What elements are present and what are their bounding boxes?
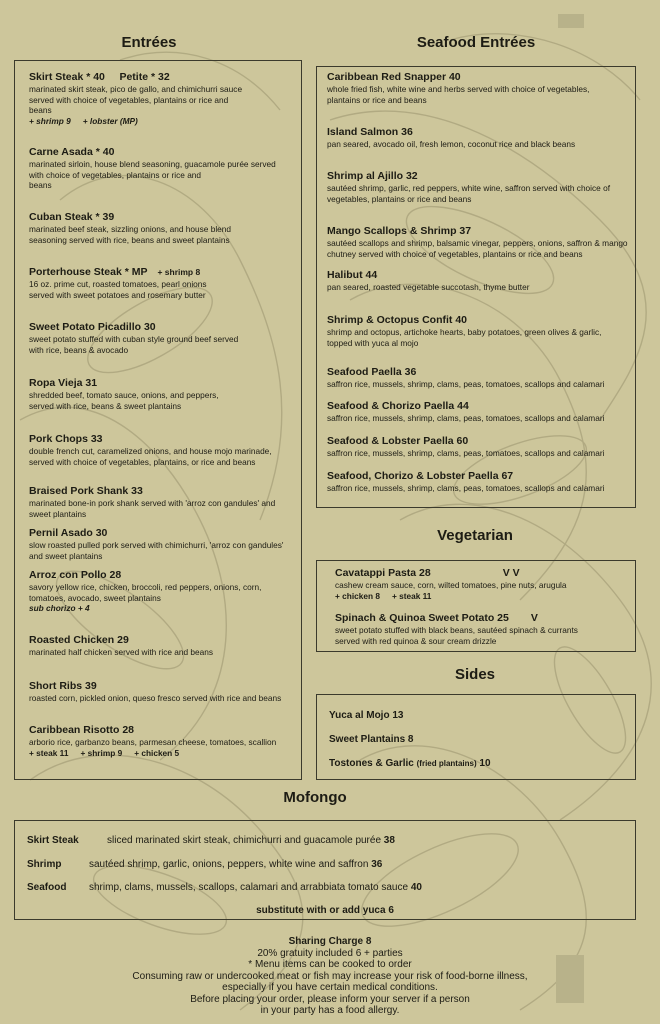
vegetarian-item	[335, 567, 567, 602]
entree-name: Skirt Steak * 40 Petite * 32	[29, 71, 170, 83]
seafood-desc: shrimp and octopus, artichoke hearts, baby potatoes, green olives & garlic, topped with yuca al mojo	[327, 327, 602, 348]
vegetarian-name-text: Spinach & Quinoa Sweet Potato 25	[335, 612, 509, 624]
side-item: Yuca al Mojo 13	[329, 710, 404, 721]
entree-name: Ropa Vieja 31	[29, 377, 98, 389]
mofongo-desc: sautéed shrimp, garlic, onions, peppers, white wine and saffron	[89, 859, 369, 870]
vegetarian-desc: cashew cream sauce, corn, wilted tomatoes, pine nuts, arugula	[335, 580, 567, 590]
side-name: Tostones & Garlic	[329, 758, 414, 769]
mofongo-substitute: substitute with or add yuca 6	[256, 905, 394, 916]
entree-desc: arborio rice, garbanzo beans, parmesan cheese, tomatoes, scallion	[29, 737, 277, 747]
entree-desc: marinated bone-in pork shank served with 'arroz con gandules' and sweet plantains	[29, 498, 276, 519]
vegetarian-name	[335, 567, 567, 580]
extra-chicken: + chicken 5	[134, 747, 180, 758]
seafood-name: Seafood Paella 36	[327, 366, 417, 378]
entree-item	[29, 321, 238, 355]
mofongo-desc: sliced marinated skirt steak, chimichurri and guacamole purée	[107, 835, 382, 846]
entree-desc: savory yellow rice, chicken, broccoli, red peppers, onions, corn, tomatoes, avocado, sweet plantains	[29, 582, 262, 603]
seafood-item	[327, 269, 529, 293]
mofongo-price: 40	[410, 882, 422, 893]
entree-item	[29, 433, 272, 467]
seafood-item	[327, 170, 610, 204]
entree-desc: marinated sirloin, house blend seasoning, guacamole purée served with choice of vegetables, plantains or rice and beans	[29, 159, 276, 190]
entree-name: Sweet Potato Picadillo 30	[29, 321, 156, 333]
entree-desc: 16 oz. prime cut, roasted tomatoes, pearl onions served with sweet potatoes and rosemary butter	[29, 279, 207, 300]
extra-lobster: + lobster (MP)	[82, 115, 138, 126]
raw-warning-1: Consuming raw or undercooked meat or fish may increase your risk of food-borne illness,	[132, 970, 528, 982]
entree-extras	[29, 748, 276, 759]
entree-sub: + shrimp 8	[157, 267, 201, 277]
seafood-desc: saffron rice, mussels, shrimp, clams, peas, tomatoes, scallops and calamari	[327, 379, 605, 389]
vegan-mark: V V	[502, 567, 520, 579]
mofongo-heading: Mofongo	[283, 789, 347, 806]
entrees-heading: Entrées	[121, 34, 177, 51]
allergy-note-2: in your party has a food allergy.	[260, 1005, 400, 1016]
seafood-name: Island Salmon 36	[327, 126, 413, 138]
seafood-desc: sautéed shrimp, garlic, red peppers, white wine, saffron served with choice of vegetables, plantains or rice and beans	[327, 183, 611, 204]
vegetarian-desc: sweet potato stuffed with black beans, sautéed spinach & currants served with red quinoa & sour cream drizzle	[335, 625, 578, 646]
extra-shrimp: + shrimp 9	[80, 747, 123, 758]
entree-item	[29, 377, 219, 411]
seafood-item	[327, 366, 604, 390]
seafood-desc: whole fried fish, white wine and herbs served with choice of vegetables, plantains or rice and beans	[327, 84, 590, 105]
cooked-note: * Menu items can be cooked to order	[248, 959, 412, 970]
sides-box	[316, 694, 636, 780]
vegetarian-heading: Vegetarian	[437, 527, 513, 544]
side-item: Sweet Plantains 8	[329, 734, 414, 745]
side-price: 10	[479, 758, 491, 769]
side-item	[329, 758, 491, 769]
extra-chicken: + chicken 8	[335, 590, 380, 601]
mofongo-item	[27, 882, 422, 893]
seafood-name: Caribbean Red Snapper 40	[327, 71, 461, 83]
vegetarian-name-text: Cavatappi Pasta 28	[335, 567, 431, 579]
extra-chorizo: sub chorizo + 4	[29, 603, 90, 613]
seafood-item	[327, 225, 628, 259]
seafood-desc: pan seared, roasted vegetable succotash, thyme butter	[327, 282, 530, 292]
sides-heading: Sides	[454, 666, 496, 683]
extra-steak: + steak 11	[391, 590, 432, 601]
entree-item	[29, 527, 284, 561]
allergy-note-1: Before placing your order, please inform your server if a person	[190, 993, 470, 1005]
entree-item	[29, 211, 231, 245]
seafood-desc: sautéed scallops and shrimp, balsamic vinegar, peppers, onions, saffron & mango chutney served with choice of vegetables, plantains or rice and beans	[327, 238, 628, 259]
entree-name: Arroz con Pollo 28	[29, 569, 122, 581]
entree-name: Short Ribs 39	[29, 680, 97, 692]
entree-desc: double french cut, caramelized onions, and house mojo marinade, served with choice of vegetables, plantains, or rice and beans	[29, 446, 272, 467]
seafood-item	[327, 435, 604, 459]
seafood-item	[327, 400, 604, 424]
entree-name: Roasted Chicken 29	[29, 634, 129, 646]
seafood-name: Shrimp al Ajillo 32	[327, 170, 418, 182]
entree-desc: slow roasted pulled pork served with chimichurri, 'arroz con gandules' and sweet plantains	[29, 540, 284, 561]
seafood-heading: Seafood Entrées	[416, 34, 536, 51]
entree-name: Pernil Asado 30	[29, 527, 108, 539]
seafood-name: Seafood & Lobster Paella 60	[327, 435, 469, 447]
seafood-box	[316, 66, 636, 508]
entree-item	[29, 724, 276, 759]
entree-desc: sweet potato stuffed with cuban style ground beef served with rice, beans & avocado	[29, 334, 239, 355]
seafood-name: Seafood, Chorizo & Lobster Paella 67	[327, 470, 514, 482]
seafood-item	[327, 470, 604, 494]
entree-item	[29, 569, 261, 614]
mofongo-box	[14, 820, 636, 920]
vegetarian-box	[316, 560, 636, 652]
entree-item	[29, 634, 213, 658]
seafood-item	[327, 126, 575, 150]
extra-steak: + steak 11	[29, 747, 69, 758]
entree-item	[29, 71, 242, 127]
entree-item	[29, 146, 276, 191]
mofongo-name: Skirt Steak	[27, 835, 79, 846]
entree-name: Cuban Steak * 39	[29, 211, 115, 223]
seafood-name: Halibut 44	[327, 269, 378, 281]
entree-name: Braised Pork Shank 33	[29, 485, 143, 497]
seafood-name: Shrimp & Octopus Confit 40	[327, 314, 468, 326]
vegan-mark: V	[530, 612, 538, 624]
seafood-desc: saffron rice, mussels, shrimp, clams, peas, tomatoes, scallops and calamari	[327, 413, 605, 423]
footer-notes	[80, 936, 580, 1017]
entrees-box	[14, 60, 302, 780]
entree-desc: shredded beef, tomato sauce, onions, and peppers, served with rice, beans & sweet plantains	[29, 390, 219, 411]
seafood-desc: saffron rice, mussels, shrimp, clams, peas, tomatoes, scallops and calamari	[327, 448, 605, 458]
entree-extras	[29, 603, 261, 614]
entree-item	[29, 266, 207, 300]
seafood-desc: saffron rice, mussels, shrimp, clams, peas, tomatoes, scallops and calamari	[327, 483, 605, 493]
entree-desc: marinated half chicken served with rice and beans	[29, 647, 214, 657]
corner-tab-top	[558, 14, 584, 28]
mofongo-item	[27, 859, 382, 870]
seafood-item	[327, 314, 601, 348]
mofongo-name: Shrimp	[27, 859, 62, 870]
side-note: (fried plantains)	[416, 759, 477, 768]
mofongo-name: Seafood	[27, 882, 67, 893]
entree-name: Carne Asada * 40	[29, 146, 115, 158]
mofongo-price: 36	[371, 859, 383, 870]
seafood-item	[327, 71, 589, 105]
sharing-charge: Sharing Charge 8	[288, 936, 372, 947]
entree-name: Pork Chops 33	[29, 433, 103, 445]
entree-desc: marinated skirt steak, pico de gallo, and chimichurri sauce served with choice of vegetables, plantains or rice and beans	[29, 84, 243, 115]
entree-item	[29, 680, 281, 704]
seafood-desc: pan seared, avocado oil, fresh lemon, coconut rice and black beans	[327, 139, 576, 149]
seafood-name: Mango Scallops & Shrimp 37	[327, 225, 472, 237]
entree-item	[29, 485, 275, 519]
entree-name-text: Porterhouse Steak * MP	[29, 266, 148, 278]
vegetarian-extras	[335, 591, 567, 602]
vegetarian-name	[335, 612, 578, 625]
entree-desc: marinated beef steak, sizzling onions, and house blend seasoning served with rice, beans and sweet plantains	[29, 224, 232, 245]
entree-extras	[29, 116, 242, 127]
entree-name	[29, 266, 207, 279]
extra-shrimp: + shrimp 9	[29, 115, 71, 126]
raw-warning-2: especially if you have certain medical conditions.	[222, 982, 438, 993]
entree-desc: roasted corn, pickled onion, queso fresco served with rice and beans	[29, 693, 282, 703]
mofongo-price: 38	[383, 835, 395, 846]
mofongo-desc: shrimp, clams, mussels, scallops, calamari and arrabbiata tomato sauce	[89, 882, 409, 893]
mofongo-item	[27, 835, 395, 846]
entree-name: Caribbean Risotto 28	[29, 724, 135, 736]
seafood-name: Seafood & Chorizo Paella 44	[327, 400, 469, 412]
gratuity-note: 20% gratuity included 6 + parties	[257, 947, 403, 959]
vegetarian-item	[335, 612, 578, 646]
